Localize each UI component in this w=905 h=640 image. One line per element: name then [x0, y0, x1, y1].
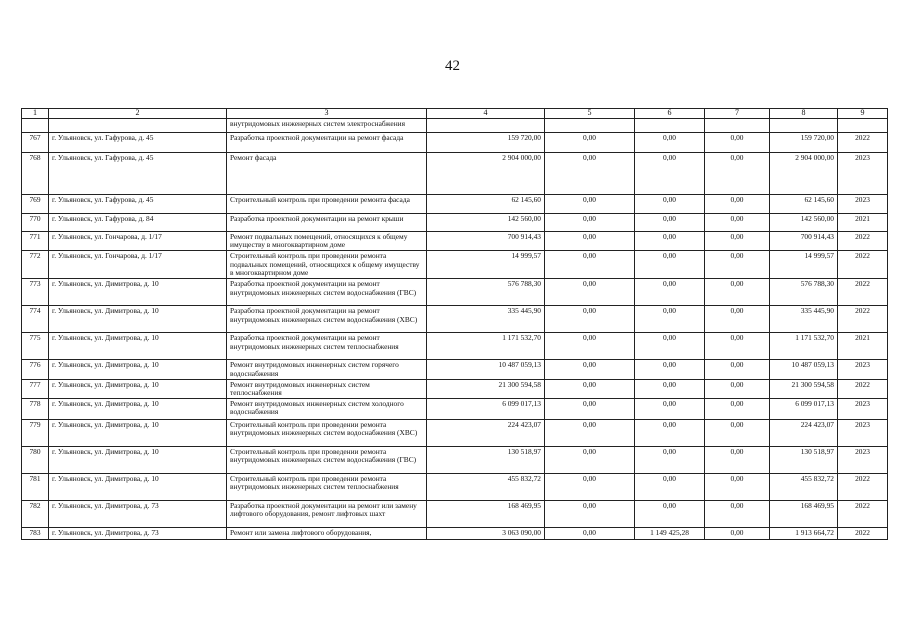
year-cell: 2022 — [838, 133, 888, 153]
table-row — [22, 153, 888, 195]
row-number: 777 — [22, 379, 49, 398]
cost-col8-cell: 455 832,72 — [770, 474, 838, 501]
cost-col8-cell: 10 487 059,13 — [770, 360, 838, 379]
cost-col5-cell: 0,00 — [545, 195, 635, 214]
table-row — [22, 251, 888, 279]
row-number: 781 — [22, 474, 49, 501]
cost-col7-cell: 0,00 — [705, 501, 770, 528]
cost-col8-cell: 335 445,90 — [770, 306, 838, 333]
cost-col6-cell: 0,00 — [635, 195, 705, 214]
cost-total-cell: 62 145,60 — [427, 195, 545, 214]
row-number: 767 — [22, 133, 49, 153]
table-row — [22, 379, 888, 398]
work-type-cell: Строительный контроль при проведении ремонта фасада — [227, 195, 427, 214]
address-cell: г. Ульяновск, ул. Димитрова, д. 10 — [49, 474, 227, 501]
cost-col8-cell: 224 423,07 — [770, 420, 838, 447]
address-cell: г. Ульяновск, ул. Гончарова, д. 1/17 — [49, 251, 227, 279]
cost-col6-cell: 0,00 — [635, 474, 705, 501]
year-cell: 2022 — [838, 379, 888, 398]
cost-total-cell: 142 560,00 — [427, 214, 545, 232]
continuation-row — [22, 119, 888, 133]
year-cell: 2022 — [838, 232, 888, 251]
year-cell: 2023 — [838, 447, 888, 474]
address-cell: г. Ульяновск, ул. Димитрова, д. 10 — [49, 399, 227, 420]
continuation-text: внутридомовых инженерных систем электроснабжения — [227, 119, 427, 133]
cost-total-cell: 6 099 017,13 — [427, 399, 545, 420]
cost-total-cell: 21 300 594,58 — [427, 379, 545, 398]
table-row — [22, 360, 888, 379]
cost-col8-cell: 142 560,00 — [770, 214, 838, 232]
cost-col6-cell: 0,00 — [635, 333, 705, 360]
cost-col8-cell: 700 914,43 — [770, 232, 838, 251]
cost-col5-cell: 0,00 — [545, 528, 635, 540]
row-number: 780 — [22, 447, 49, 474]
row-number: 769 — [22, 195, 49, 214]
table-row — [22, 447, 888, 474]
column-header: 2 — [49, 109, 227, 119]
year-cell: 2022 — [838, 279, 888, 306]
cost-col7-cell: 0,00 — [705, 399, 770, 420]
year-cell: 2023 — [838, 195, 888, 214]
cost-col6-cell: 0,00 — [635, 279, 705, 306]
cost-col8-cell: 2 904 000,00 — [770, 153, 838, 195]
cost-total-cell: 576 788,30 — [427, 279, 545, 306]
work-type-cell: Строительный контроль при проведении ремонта внутридомовых инженерных систем водоснабжения (ГВС) — [227, 447, 427, 474]
cost-total-cell: 3 063 090,00 — [427, 528, 545, 540]
cost-total-cell: 700 914,43 — [427, 232, 545, 251]
column-header: 4 — [427, 109, 545, 119]
year-cell: 2023 — [838, 153, 888, 195]
table-row — [22, 232, 888, 251]
year-cell: 2023 — [838, 420, 888, 447]
header-row — [22, 109, 888, 119]
address-cell: г. Ульяновск, ул. Димитрова, д. 10 — [49, 279, 227, 306]
cost-col7-cell: 0,00 — [705, 474, 770, 501]
cost-total-cell: 2 904 000,00 — [427, 153, 545, 195]
row-number: 774 — [22, 306, 49, 333]
row-number: 779 — [22, 420, 49, 447]
work-type-cell: Разработка проектной документации на ремонт внутридомовых инженерных систем теплоснабжения — [227, 333, 427, 360]
row-number: 773 — [22, 279, 49, 306]
address-cell: г. Ульяновск, ул. Димитрова, д. 10 — [49, 447, 227, 474]
row-number: 775 — [22, 333, 49, 360]
cost-col7-cell: 0,00 — [705, 214, 770, 232]
address-cell: г. Ульяновск, ул. Димитрова, д. 73 — [49, 501, 227, 528]
column-header: 3 — [227, 109, 427, 119]
cost-col6-cell: 0,00 — [635, 306, 705, 333]
year-cell: 2021 — [838, 333, 888, 360]
row-number: 768 — [22, 153, 49, 195]
row-number: 770 — [22, 214, 49, 232]
cost-col6-cell: 0,00 — [635, 420, 705, 447]
row-number: 778 — [22, 399, 49, 420]
table-row — [22, 306, 888, 333]
table-row — [22, 279, 888, 306]
cost-col6-cell: 0,00 — [635, 379, 705, 398]
work-type-cell: Разработка проектной документации на ремонт внутридомовых инженерных систем водоснабжения (ХВС) — [227, 306, 427, 333]
work-type-cell: Разработка проектной документации на ремонт крыши — [227, 214, 427, 232]
cost-col8-cell: 159 720,00 — [770, 133, 838, 153]
address-cell: г. Ульяновск, ул. Димитрова, д. 10 — [49, 379, 227, 398]
cost-col6-cell: 0,00 — [635, 133, 705, 153]
cost-col5-cell: 0,00 — [545, 420, 635, 447]
table-row — [22, 333, 888, 360]
address-cell: г. Ульяновск, ул. Димитрова, д. 10 — [49, 360, 227, 379]
cost-col8-cell: 168 469,95 — [770, 501, 838, 528]
address-cell: г. Ульяновск, ул. Гафурова, д. 84 — [49, 214, 227, 232]
address-cell: г. Ульяновск, ул. Гафурова, д. 45 — [49, 195, 227, 214]
cost-col5-cell: 0,00 — [545, 333, 635, 360]
work-type-cell: Ремонт внутридомовых инженерных систем холодного водоснабжения — [227, 399, 427, 420]
cost-col8-cell: 130 518,97 — [770, 447, 838, 474]
cost-col7-cell: 0,00 — [705, 153, 770, 195]
address-cell: г. Ульяновск, ул. Гафурова, д. 45 — [49, 133, 227, 153]
address-cell: г. Ульяновск, ул. Димитрова, д. 10 — [49, 306, 227, 333]
cost-col5-cell: 0,00 — [545, 214, 635, 232]
work-type-cell: Ремонт фасада — [227, 153, 427, 195]
column-header: 6 — [635, 109, 705, 119]
cost-col6-cell: 0,00 — [635, 501, 705, 528]
column-header: 1 — [22, 109, 49, 119]
cost-col5-cell: 0,00 — [545, 251, 635, 279]
cost-col5-cell: 0,00 — [545, 133, 635, 153]
cost-col8-cell: 1 913 664,72 — [770, 528, 838, 540]
row-number: 782 — [22, 501, 49, 528]
row-number: 772 — [22, 251, 49, 279]
table-row — [22, 528, 888, 540]
cost-col6-cell: 0,00 — [635, 360, 705, 379]
year-cell: 2021 — [838, 214, 888, 232]
cost-col7-cell: 0,00 — [705, 420, 770, 447]
cost-col5-cell: 0,00 — [545, 153, 635, 195]
cost-col8-cell: 1 171 532,70 — [770, 333, 838, 360]
cost-col7-cell: 0,00 — [705, 279, 770, 306]
cost-col5-cell: 0,00 — [545, 279, 635, 306]
cost-col8-cell: 14 999,57 — [770, 251, 838, 279]
table-row — [22, 195, 888, 214]
cost-col8-cell: 21 300 594,58 — [770, 379, 838, 398]
cost-total-cell: 335 445,90 — [427, 306, 545, 333]
year-cell: 2023 — [838, 360, 888, 379]
work-type-cell: Разработка проектной документации на ремонт фасада — [227, 133, 427, 153]
cost-col5-cell: 0,00 — [545, 360, 635, 379]
table-row — [22, 474, 888, 501]
cost-col5-cell: 0,00 — [545, 399, 635, 420]
table-row — [22, 133, 888, 153]
work-type-cell: Строительный контроль при проведении ремонта подвальных помещений, относящихся к общему имуществу в многоквартирном доме — [227, 251, 427, 279]
work-type-cell: Строительный контроль при проведении ремонта внутридомовых инженерных систем теплоснабжения — [227, 474, 427, 501]
table-row — [22, 399, 888, 420]
year-cell: 2022 — [838, 306, 888, 333]
cost-col7-cell: 0,00 — [705, 360, 770, 379]
cost-col6-cell: 0,00 — [635, 251, 705, 279]
cost-col8-cell: 62 145,60 — [770, 195, 838, 214]
cost-col6-cell: 0,00 — [635, 214, 705, 232]
cost-col6-cell: 0,00 — [635, 447, 705, 474]
cost-col8-cell: 6 099 017,13 — [770, 399, 838, 420]
column-header: 5 — [545, 109, 635, 119]
address-cell: г. Ульяновск, ул. Димитрова, д. 10 — [49, 333, 227, 360]
cost-total-cell: 10 487 059,13 — [427, 360, 545, 379]
cost-total-cell: 159 720,00 — [427, 133, 545, 153]
cost-col6-cell: 0,00 — [635, 153, 705, 195]
column-header: 9 — [838, 109, 888, 119]
cost-col7-cell: 0,00 — [705, 251, 770, 279]
cost-total-cell: 224 423,07 — [427, 420, 545, 447]
row-number: 776 — [22, 360, 49, 379]
cost-col5-cell: 0,00 — [545, 447, 635, 474]
cost-col5-cell: 0,00 — [545, 501, 635, 528]
address-cell: г. Ульяновск, ул. Гафурова, д. 45 — [49, 153, 227, 195]
row-number: 771 — [22, 232, 49, 251]
cost-total-cell: 168 469,95 — [427, 501, 545, 528]
year-cell: 2023 — [838, 399, 888, 420]
cost-col7-cell: 0,00 — [705, 133, 770, 153]
cost-col7-cell: 0,00 — [705, 195, 770, 214]
cost-total-cell: 130 518,97 — [427, 447, 545, 474]
cost-col8-cell: 576 788,30 — [770, 279, 838, 306]
work-type-cell: Строительный контроль при проведении ремонта внутридомовых инженерных систем водоснабжения (ХВС) — [227, 420, 427, 447]
cost-col6-cell: 0,00 — [635, 232, 705, 251]
cost-col5-cell: 0,00 — [545, 474, 635, 501]
address-cell: г. Ульяновск, ул. Гончарова, д. 1/17 — [49, 232, 227, 251]
year-cell: 2022 — [838, 501, 888, 528]
table-row — [22, 214, 888, 232]
cost-col5-cell: 0,00 — [545, 379, 635, 398]
work-type-cell: Ремонт внутридомовых инженерных систем горячего водоснабжения — [227, 360, 427, 379]
cost-total-cell: 455 832,72 — [427, 474, 545, 501]
work-type-cell: Разработка проектной документации на ремонт внутридомовых инженерных систем водоснабжения (ГВС) — [227, 279, 427, 306]
cost-col7-cell: 0,00 — [705, 333, 770, 360]
capital-repair-table — [21, 108, 888, 540]
cost-col7-cell: 0,00 — [705, 379, 770, 398]
table-row — [22, 501, 888, 528]
row-number: 783 — [22, 528, 49, 540]
year-cell: 2022 — [838, 528, 888, 540]
address-cell: г. Ульяновск, ул. Димитрова, д. 73 — [49, 528, 227, 540]
cost-col7-cell: 0,00 — [705, 447, 770, 474]
work-type-cell: Разработка проектной документации на ремонт или замену лифтового оборудования, ремонт лифтовых шахт — [227, 501, 427, 528]
work-type-cell: Ремонт внутридомовых инженерных систем теплоснабжения — [227, 379, 427, 398]
cost-col6-cell: 0,00 — [635, 399, 705, 420]
cost-col5-cell: 0,00 — [545, 232, 635, 251]
year-cell: 2022 — [838, 474, 888, 501]
table-row — [22, 420, 888, 447]
cost-col7-cell: 0,00 — [705, 306, 770, 333]
cost-total-cell: 1 171 532,70 — [427, 333, 545, 360]
cost-col6-cell: 1 149 425,28 — [635, 528, 705, 540]
work-type-cell: Ремонт или замена лифтового оборудования, — [227, 528, 427, 540]
cost-total-cell: 14 999,57 — [427, 251, 545, 279]
column-header: 7 — [705, 109, 770, 119]
year-cell: 2022 — [838, 251, 888, 279]
work-type-cell: Ремонт подвальных помещений, относящихся к общему имуществу в многоквартирном доме — [227, 232, 427, 251]
column-header: 8 — [770, 109, 838, 119]
address-cell: г. Ульяновск, ул. Димитрова, д. 10 — [49, 420, 227, 447]
page-number: 42 — [445, 58, 460, 74]
cost-col5-cell: 0,00 — [545, 306, 635, 333]
cost-col7-cell: 0,00 — [705, 528, 770, 540]
cost-col7-cell: 0,00 — [705, 232, 770, 251]
